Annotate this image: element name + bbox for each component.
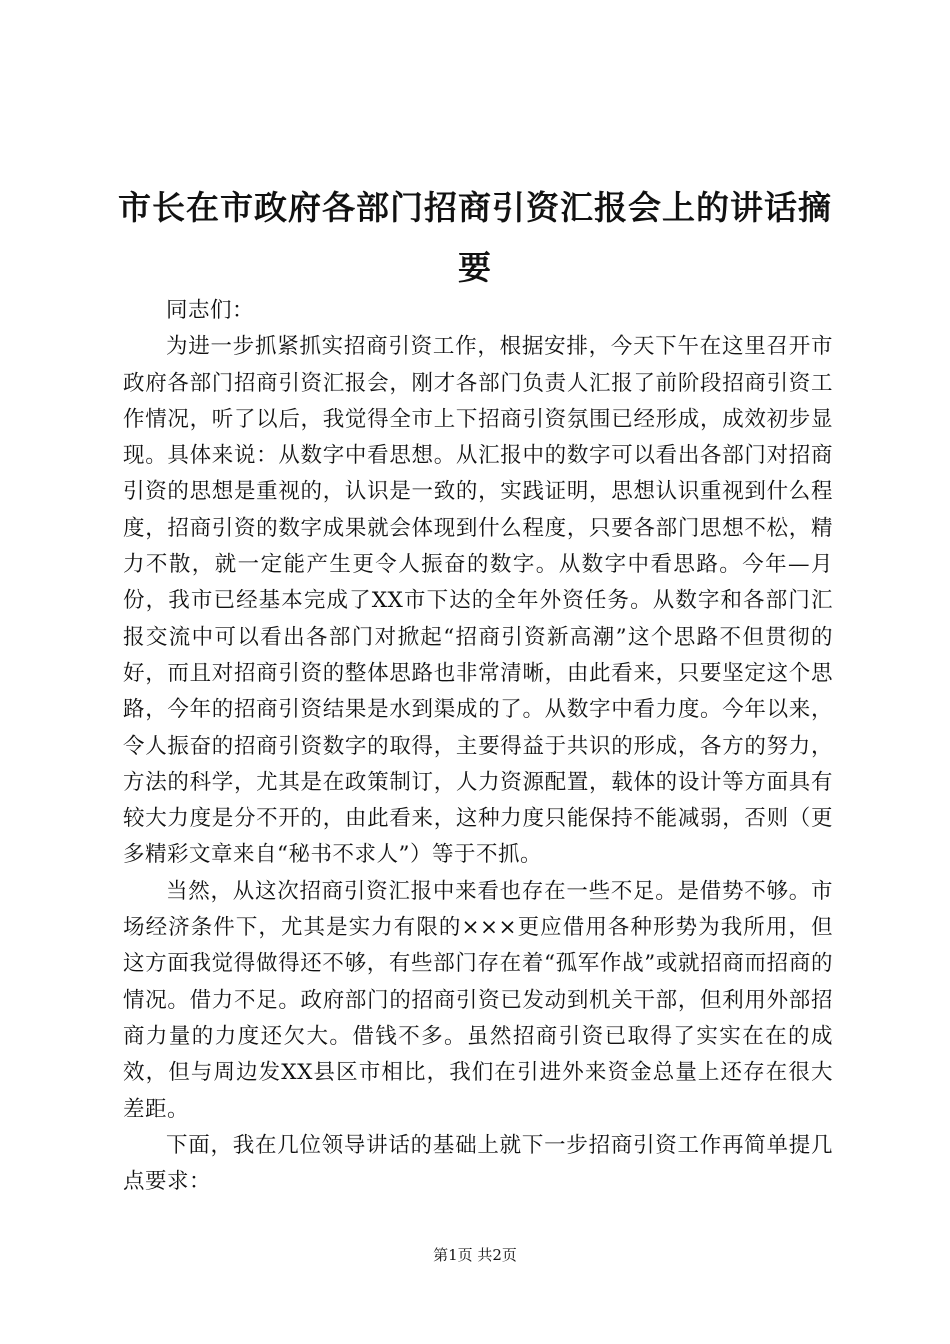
body-paragraph-1: 为进一步抓紧抓实招商引资工作，根据安排，今天下午在这里召开市政府各部门招商引资汇报会，刚才各部门负责人汇报了前阶段招商引资工作情况，听了以后，我觉得全市上下招商引资氛围已经形成，成效初步显现。具体来说：从数字中看思想。从汇报中的数字可以看出各部门对招商引资的思想是重视的，认识是一致的，实践证明，思想认识重视到什么程度，招商引资的数字成果就会体现到什么程度，只要各部门思想不松，精力不散，就一定能产生更令人振奋的数字。从数字中看思路。今年—月份，我市已经基本完成了XX市下达的全年外资任务。从数字和各部门汇报交流中可以看出各部门对掀起“招商引资新高潮”这个思路不但贯彻的好，而且对招商引资的整体思路也非常清晰，由此看来，只要坚定这个思路，今年的招商引资结果是水到渠成的了。从数字中看力度。今年以来，令人振奋的招商引资数字的取得，主要得益于共识的形成，各方的努力，方法的科学，尤其是在政策制订，人力资源配置，载体的设计等方面具有较大力度是分不开的，由此看来，这种力度只能保持不能减弱，否则（更多精彩文章来自“秘书不求人”）等于不抓。 [123, 334, 833, 868]
body-paragraph-2: 当然，从这次招商引资汇报中来看也存在一些不足。是借势不够。市场经济条件下，尤其是实力有限的×××更应借用各种形势为我所用，但这方面我觉得做得还不够，有些部门存在着“孤军作战”或就招商而招商的情况。借力不足。政府部门的招商引资已发动到机关干部，但利用外部招商力量的力度还欠大。借钱不多。虽然招商引资已取得了实实在在的成效，但与周边发XX县区市相比，我们在引进外来资金总量上还存在很大差距。 [123, 878, 833, 1122]
document-body [123, 293, 833, 1200]
body-paragraph-3: 下面，我在几位领导讲话的基础上就下一步招商引资工作再简单提几点要求： [123, 1132, 833, 1195]
page-footer: 第1页 共2页 [433, 1246, 517, 1264]
document-title: 市长在市政府各部门招商引资汇报会上的讲话摘要 [118, 188, 832, 287]
salutation-paragraph: 同志们： [166, 298, 255, 323]
